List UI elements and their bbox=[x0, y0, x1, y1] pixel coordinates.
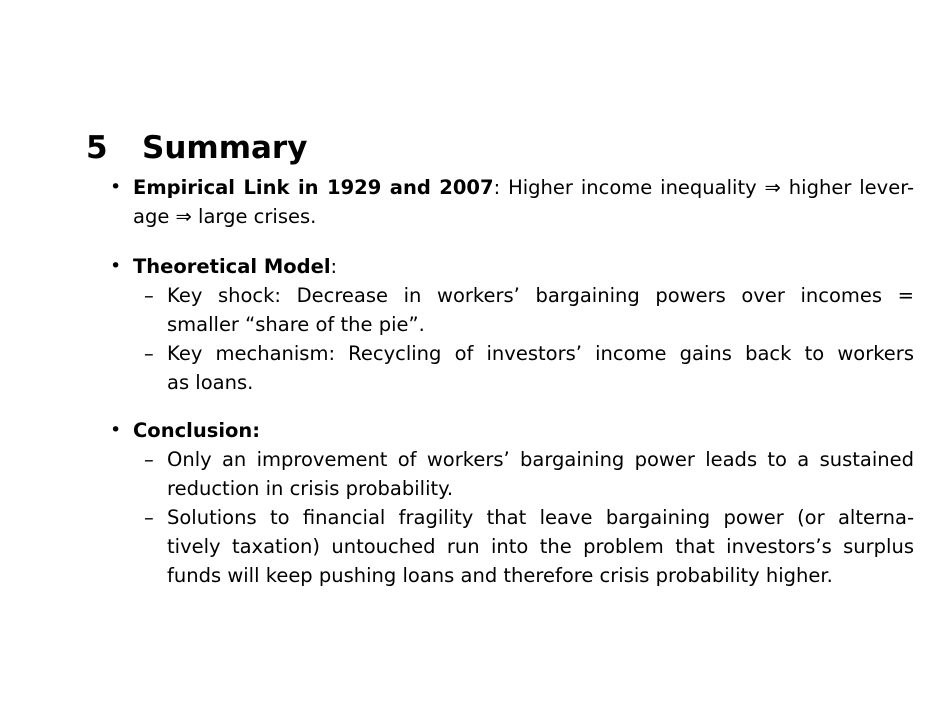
dash-marker: – bbox=[144, 342, 154, 365]
subitem-improvement-line2: reduction in crisis probability. bbox=[167, 477, 454, 500]
subitem-key-shock-line1: Key shock: Decrease in workers’ bargaining powers over incomes = bbox=[167, 284, 914, 307]
dash-marker: – bbox=[144, 506, 154, 529]
bullet-theoretical-label: Theoretical Model: bbox=[133, 255, 338, 278]
subitem-key-mechanism-line1: Key mechanism: Recycling of investors’ income gains back to workers bbox=[167, 342, 914, 365]
subitem-solutions-line1: Solutions to financial fragility that leave bargaining power (or alterna- bbox=[167, 506, 914, 529]
bullet-conclusion-label bbox=[133, 416, 260, 445]
bullet-empirical-line1: Empirical Link in 1929 and 2007: Higher income inequality ⇒ higher lever- bbox=[133, 176, 915, 199]
section-heading bbox=[86, 128, 307, 168]
bullet-empirical-line2: age ⇒ large crises. bbox=[133, 205, 317, 228]
subitem-key-shock-line2: smaller “share of the pie”. bbox=[167, 313, 425, 336]
dash-marker: – bbox=[144, 284, 154, 307]
dash-marker: – bbox=[144, 448, 154, 471]
bullet-marker: • bbox=[110, 255, 122, 277]
section-title: Summary bbox=[142, 130, 308, 166]
bullet-label: Empirical Link in 1929 and 2007 bbox=[133, 176, 494, 199]
subitem-key-mechanism-line2: as loans. bbox=[167, 371, 254, 394]
bullet-label: Theoretical Model bbox=[133, 255, 331, 278]
bullet-label: Conclusion: bbox=[133, 419, 261, 442]
subitem-improvement-line1: Only an improvement of workers’ bargaining power leads to a sustained bbox=[167, 448, 914, 471]
bullet-text: Higher income inequality ⇒ higher lever- bbox=[508, 176, 915, 199]
subitem-solutions-line3: funds will keep pushing loans and therefore crisis probability higher. bbox=[167, 564, 833, 587]
subitem-solutions-line2: tively taxation) untouched run into the problem that investors’s surplus bbox=[167, 535, 914, 558]
bullet-marker: • bbox=[110, 176, 122, 198]
section-number: 5 bbox=[86, 130, 108, 166]
bullet-marker: • bbox=[110, 419, 122, 441]
